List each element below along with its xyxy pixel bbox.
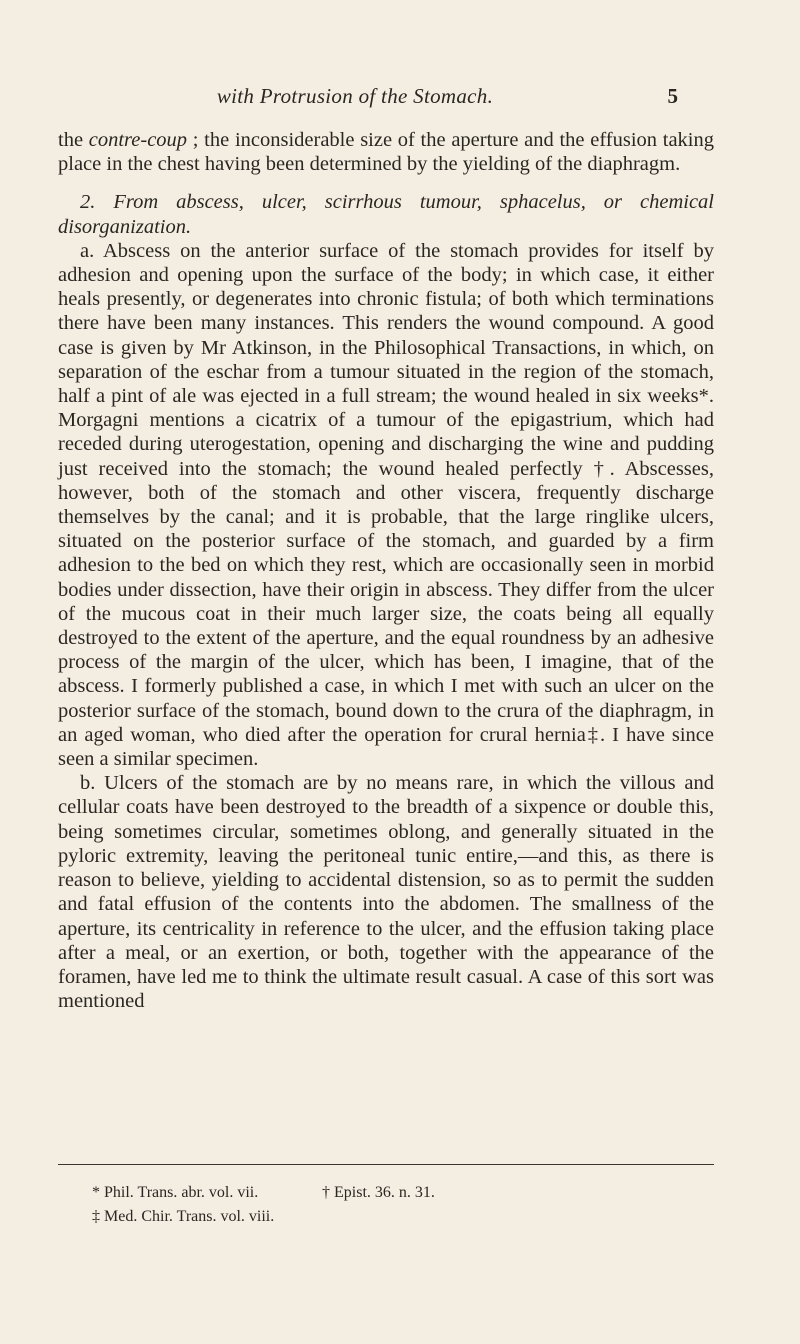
running-title: with Protrusion of the Stomach. [216,84,494,108]
paragraph-abscess: a. Abscess on the anterior surface of the stomach provides for itself by adhesion and opening upon the surface of the body; in which case, it either heals presently, or degenerates into chronic fistula; of both which terminations there have been many instances. This renders the wound compound. A good case is given by Mr Atkinson, in the Philosophical Transactions, in which, on separation of the eschar from a tumour situated in the region of the stomach, half a pint of ale was ejected in a full stream; the wound healed in six weeks*. Morgagni mentions a cicatrix of a tumour of the epigastrium, which had receded during uterogestation, opening and discharging the wine and pudding just received into the stomach; the wound healed perfectly †. Abscesses, however, both of the stomach and other viscera, frequently discharge themselves by the canal; and it is probable, that the large ringlike ulcers, situated on the posterior surface of the stomach, and guarded by a firm adhesion to the bed on which they rest, which are occasionally seen in morbid bodies under dissection, have their origin in abscess. They differ from the ulcer of the mucous coat in their much larger size, the coats being all equally destroyed to the extent of the aperture, and the equal roundness by an adhesive process of the margin of the ulcer, which has been, I imagine, that of the abscess. I formerly published a case, in which I met with such an ulcer on the posterior surface of the stomach, bound down to the crura of the diaphragm, in an aged woman, who died after the operation for crural hernia‡. I have since seen a similar specimen. [58,239,714,771]
page-number: 5 [667,84,678,108]
running-header [58,84,678,114]
footnote-med-chir: ‡ Med. Chir. Trans. vol. viii. [92,1208,275,1225]
footnote-phil-trans: * Phil. Trans. abr. vol. vii. [92,1184,259,1201]
section-heading [58,190,714,238]
section-heading-text: 2. From abscess, ulcer, scirrhous tumour, sphacelus, or chemical disorganization. [58,191,714,238]
footnote-row [58,1181,714,1205]
paragraph-continuation: the contre-coup ; the inconsiderable size of the aperture and the effusion taking place in the chest having been determined by the yielding of the diaphragm. [58,129,714,176]
italic-term: contre-coup [88,129,188,151]
footnote-epist: † Epist. 36. n. 31. [322,1184,435,1201]
paragraph-ulcers: b. Ulcers of the stomach are by no means rare, in which the villous and cellular coats have been destroyed to the breadth of a sixpence or double this, being sometimes circular, sometimes oblong, and generally situated in the pyloric extremity, leaving the peritoneal tunic entire,—and this, as there is reason to believe, yielding to accidental distension, so as to permit the sudden and fatal effusion of the contents into the abdomen. The smallness of the aperture, its centricality in reference to the ulcer, and the effusion taking place after a meal, or an exertion, or both, together with the appearance of the foramen, have led me to think the ultimate result casual. A case of this sort was mentioned [58,772,714,1013]
footnotes [58,1164,714,1229]
body-text [58,128,714,1013]
